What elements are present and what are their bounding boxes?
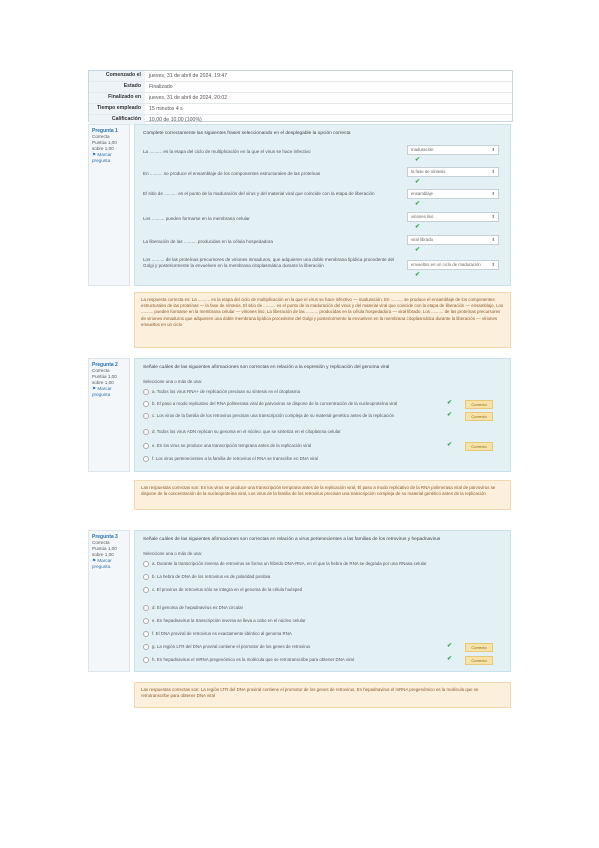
question-state: Correcta bbox=[92, 368, 110, 373]
answer-select[interactable]: envueltos en un ciclo de maduración ⬍ bbox=[407, 260, 499, 270]
answer-option[interactable]: e. En los virus se produce una transcripción temprana antes de la replicación viral bbox=[143, 443, 311, 449]
question-1 bbox=[88, 124, 511, 286]
question-number: Pregunta 3 bbox=[92, 534, 118, 540]
checkbox[interactable] bbox=[143, 429, 149, 435]
question-info bbox=[88, 124, 130, 286]
chevron-down-icon: ⬍ bbox=[491, 147, 495, 152]
answer-option[interactable]: e. En hepadnavirus la transcripción inversa se lleva a cabo en el núcleo celular bbox=[143, 618, 306, 624]
answer-select[interactable]: viral librado ⬍ bbox=[407, 235, 499, 245]
answer-option[interactable]: h. En hepadnavirus el mRNA pregenómico es la molécula que se retrotranscribe para obtener DNA viral bbox=[143, 657, 354, 663]
check-icon: ✔ bbox=[447, 656, 453, 662]
match-row-text: La liberación de las .......... producidas en la célula hospedadora bbox=[143, 239, 273, 244]
answer-option[interactable]: c. El provirus de retrovirus sólo se integra en el genoma de la célula huésped bbox=[143, 587, 302, 593]
answer-instructions: Seleccione una o más de una: bbox=[143, 551, 203, 556]
summary-label: Estado bbox=[89, 82, 145, 92]
chevron-down-icon: ⬍ bbox=[491, 214, 495, 219]
answer-option[interactable]: b. El paso a modo replicativo del RNA polimerasa viral de parvovirus se dispone de la concentración de la nucleoproteína viral bbox=[143, 401, 397, 407]
checkbox[interactable] bbox=[143, 389, 149, 395]
checkbox[interactable] bbox=[143, 443, 149, 449]
question-content bbox=[134, 358, 511, 472]
summary-label: Calificación bbox=[89, 115, 145, 125]
question-content bbox=[134, 530, 511, 672]
summary-row-state bbox=[89, 82, 512, 93]
check-icon: ✔ bbox=[447, 400, 453, 406]
summary-row-started bbox=[89, 71, 512, 82]
question-points: Puntúa 1,00 sobre 1,00 bbox=[92, 374, 117, 385]
checkbox[interactable] bbox=[143, 574, 149, 580]
question-state: Correcta bbox=[92, 540, 110, 545]
correct-badge: Correcto bbox=[465, 412, 493, 421]
checkbox[interactable] bbox=[143, 618, 149, 624]
match-row-text: En .......... se produce el ensamblaje de los componentes estructurales de las proteínas bbox=[143, 171, 321, 176]
answer-option[interactable]: a. Todos los virus RNA+ de replicación precisan su síntesis en el citoplasma bbox=[143, 389, 300, 395]
correct-badge: Correcto bbox=[465, 643, 493, 652]
question-number: Pregunta 1 bbox=[92, 128, 118, 134]
answer-option[interactable]: c. Los virus de la familia de los retrovirus precisan una transcripción compleja de su material genético antes de la replicación bbox=[143, 413, 394, 419]
question-info bbox=[88, 530, 130, 672]
question-points: Puntúa 1,00 sobre 1,00 bbox=[92, 546, 117, 557]
check-icon: ✔ bbox=[447, 643, 453, 649]
question-content bbox=[134, 124, 511, 286]
chevron-down-icon: ⬍ bbox=[491, 169, 495, 174]
checkbox[interactable] bbox=[143, 657, 149, 663]
match-row-text: La .......... es la etapa del ciclo de multiplicación en la que el virus se hace infectivo bbox=[143, 149, 311, 154]
flag-label: Marcar pregunta bbox=[92, 558, 112, 569]
chevron-down-icon: ⬍ bbox=[491, 191, 495, 196]
answer-option[interactable]: b. La hebra de DNA de los retrovirus es de polaridad positiva bbox=[143, 574, 270, 580]
flag-question-link[interactable]: ⚑ Marcar pregunta bbox=[92, 152, 112, 163]
answer-option[interactable]: d. El genoma de hepadnavirus es DNA circular bbox=[143, 605, 243, 611]
check-icon: ✔ bbox=[415, 157, 421, 163]
answer-option[interactable]: f. Los virus pertenecientes a la familia de retrovirus el RNA se transcribe en DNA viral bbox=[143, 456, 318, 462]
answer-select[interactable]: viriones liso ⬍ bbox=[407, 212, 499, 222]
question-number: Pregunta 2 bbox=[92, 362, 118, 368]
match-row-text: Los .......... pueden formarse en la membrana celular bbox=[143, 216, 250, 221]
question-info bbox=[88, 358, 130, 472]
summary-value: jueves, 31 de abril de 2024, 20:02 bbox=[149, 95, 228, 101]
checkbox[interactable] bbox=[143, 401, 149, 407]
answer-option[interactable]: a. Durante la transcripción inversa de retrovirus se forma un híbrido DNA-RNA, en el que la hebra de RNA se degrada por una RNasa celular bbox=[143, 561, 427, 567]
answer-instructions: Seleccione una o más de una: bbox=[143, 379, 203, 384]
checkbox[interactable] bbox=[143, 561, 149, 567]
question-3 bbox=[88, 530, 511, 672]
check-icon: ✔ bbox=[447, 412, 453, 418]
checkbox[interactable] bbox=[143, 413, 149, 419]
match-row-text: Los .......... de las proteínas precursores de viriones inmaduros, que adquieren una doble membrana lipídica procedente del Golgi y posteriormente la envuelven en la membrana citoplasmática durante la liberación bbox=[143, 257, 395, 268]
answer-select[interactable]: la fase de síntesis ⬍ bbox=[407, 167, 499, 177]
correct-badge: Correcto bbox=[465, 442, 493, 451]
checkbox[interactable] bbox=[143, 456, 149, 462]
question-1-feedback: La respuesta correcta es: La .......... es la etapa del ciclo de multiplicación en la que el virus se hace infectivo — maduración, En .......... se produce el ensamblaje de los componentes estructurales de las proteínas — la fase de síntesis, El sitio de .......... es el punto de la maduración del virus y del material viral que coincide con la etapa de liberación — ensamblaje, Los .......... pueden formarse en la membrana celular — viriones liso, La liberación de las .......... producidas en la célula hospedadora — viral librado, Los .......... de las proteínas precursores de viriones inmaduros que adquieren una doble membrana lipídica procedente del Golgi y posteriormente la envuelven en la membrana citoplasmática durante la liberación — viriones envueltos en un ciclo bbox=[134, 292, 511, 348]
checkbox[interactable] bbox=[143, 631, 149, 637]
answer-option[interactable]: d. Todos los virus ADN replican su genoma en el núcleo, que se sintetiza en el citoplasma celular bbox=[143, 429, 341, 435]
chevron-down-icon: ⬍ bbox=[491, 237, 495, 242]
check-icon: ✔ bbox=[415, 201, 421, 207]
summary-label: Finalizado en bbox=[89, 93, 145, 103]
question-2 bbox=[88, 358, 511, 472]
check-icon: ✔ bbox=[415, 247, 421, 253]
answer-select[interactable]: ensamblaje ⬍ bbox=[407, 189, 499, 199]
check-icon: ✔ bbox=[415, 272, 421, 278]
question-points: Puntúa 1,00 sobre 1,00 bbox=[92, 140, 117, 151]
attempt-summary bbox=[88, 70, 513, 122]
summary-label: Tiempo empleado bbox=[89, 104, 145, 114]
question-2-feedback: Las respuestas correctas son: En los virus se produce una transcripción temprana antes de la replicación viral, El paso a modo replicativo de la RNA polimerasa viral de parvovirus se dispone de la concentración de la nucleoproteína viral, Los virus de la familia de los retrovirus precisan una transcripción compleja de su material genético antes de la replicación bbox=[134, 480, 511, 510]
question-state: Correcta bbox=[92, 134, 110, 139]
answer-select[interactable]: maduración ⬍ bbox=[407, 145, 499, 155]
summary-value: Finalizado bbox=[149, 84, 173, 90]
correct-badge: Correcto bbox=[465, 400, 493, 409]
answer-option[interactable]: g. La región LTR del DNA proviral contiene el promotor de los genes de retrovirus bbox=[143, 644, 310, 650]
flag-label: Marcar pregunta bbox=[92, 386, 112, 397]
check-icon: ✔ bbox=[447, 442, 453, 448]
question-prompt: Complete correctamente las siguientes frases seleccionando en el desplegable la opción correcta bbox=[143, 131, 351, 136]
flag-question-link[interactable]: ⚑ Marcar pregunta bbox=[92, 558, 112, 569]
flag-question-link[interactable]: ⚑ Marcar pregunta bbox=[92, 386, 112, 397]
check-icon: ✔ bbox=[415, 179, 421, 185]
match-row-text: El sitio de .......... es el punto de la maduración del virus y del material viral que coincide con la etapa de liberación bbox=[143, 191, 375, 196]
summary-row-finished bbox=[89, 93, 512, 104]
summary-value: 10,00 de 10,00 (100%) bbox=[149, 117, 202, 123]
chevron-down-icon: ⬍ bbox=[491, 262, 495, 267]
checkbox[interactable] bbox=[143, 605, 149, 611]
question-prompt: Señale cuáles de las siguientes afirmaciones son correctas en relación a virus pertenecientes a las familias de los retrovirus y hepadnavirus bbox=[143, 537, 441, 542]
summary-value: 15 minutos 4 s bbox=[149, 106, 183, 112]
correct-badge: Correcto bbox=[465, 656, 493, 665]
answer-option[interactable]: f. El DNA proviral de retrovirus es exactamente idéntico al genoma RNA bbox=[143, 631, 292, 637]
summary-label: Comenzado el bbox=[89, 71, 145, 81]
summary-value: jueves, 31 de abril de 2024, 19:47 bbox=[149, 73, 228, 79]
summary-row-time bbox=[89, 104, 512, 115]
checkbox[interactable] bbox=[143, 644, 149, 650]
check-icon: ✔ bbox=[415, 224, 421, 230]
flag-label: Marcar pregunta bbox=[92, 152, 112, 163]
checkbox[interactable] bbox=[143, 587, 149, 593]
question-prompt: Señale cuáles de las siguientes afirmaciones son correctas en relación a la expresión y replicación del genoma viral bbox=[143, 365, 390, 370]
question-3-feedback: Las respuestas correctas son: La región LTR del DNA proviral contiene el promotor de los genes de retrovirus, En hepadnavirus el mRNA pregenómico es la molécula que se retrotranscribe para obtener DNA viral bbox=[134, 682, 511, 708]
